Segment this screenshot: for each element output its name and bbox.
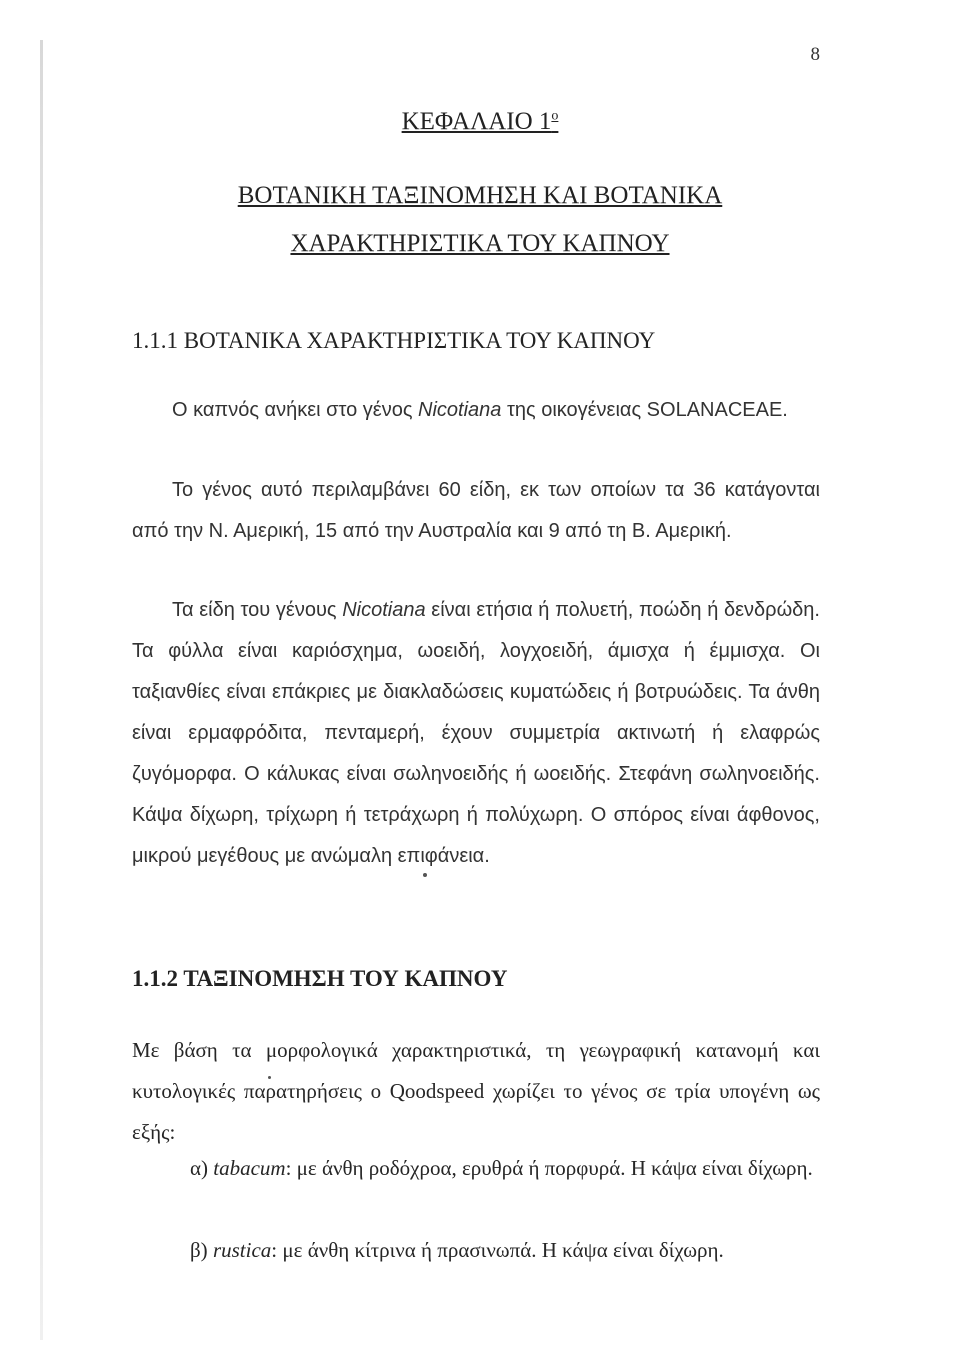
paragraph-classification-text: Με βάση τα μορφολογικά χαρακτηριστικά, τη γεωγραφική κατανομή και κυτολογικές παρατηρήσεις ο Qoodspeed χωρίζει το γένος σε τρία υπογένη ως εξής: [132, 1038, 820, 1144]
paragraph-description-before: Τα είδη του γένους [172, 599, 343, 621]
paragraph-family [132, 390, 820, 431]
paragraph-species-count [132, 470, 820, 552]
chapter-title [0, 108, 960, 136]
chapter-title-text: ΚΕΦΑΛΑΙΟ 1 [401, 108, 552, 135]
chapter-title-superscript: ο [551, 108, 559, 124]
subgenus-name: tabacum [213, 1156, 286, 1180]
list-item-tabacum [190, 1148, 820, 1189]
list-item-rustica [190, 1230, 820, 1271]
main-title-line-2: ΧΑΡΑΚΤΗΡΙΣΤΙΚΑ ΤΟΥ ΚΑΠΝΟΥ [290, 230, 670, 257]
paragraph-classification [132, 1030, 820, 1153]
scan-speck [423, 873, 427, 877]
paragraph-description [132, 590, 820, 877]
list-item-text: : με άνθη κίτρινα ή πρασινωπά. Η κάψα είναι δίχωρη. [271, 1238, 724, 1262]
scan-speck [268, 1076, 271, 1079]
page-number: 8 [810, 44, 820, 65]
paragraph-species-count-text: Το γένος αυτό περιλαμβάνει 60 είδη, εκ των οποίων τα 36 κατάγονται από την Ν. Αμερική, 15 από την Αυστραλία και 9 από τη Β. Αμερική. [132, 479, 820, 542]
genus-name: Nicotiana [418, 399, 502, 421]
section-heading-1-1-1: 1.1.1 ΒΟΤΑΝΙΚΑ ΧΑΡΑΚΤΗΡΙΣΤΙΚΑ ΤΟΥ ΚΑΠΝΟΥ [132, 328, 656, 353]
subgenus-name: rustica [212, 1238, 272, 1262]
genus-name: Nicotiana [342, 599, 426, 621]
list-marker: α) [190, 1156, 214, 1180]
list-item-text: : με άνθη ροδόχροα, ερυθρά ή πορφυρά. Η κάψα είναι δίχωρη. [285, 1156, 813, 1180]
paragraph-family-before: Ο καπνός ανήκει στο γένος [172, 399, 419, 421]
paragraph-description-after: είναι ετήσια ή πολυετή, ποώδη ή δενδρώδη. Τα φύλλα είναι καριόσχημα, ωοειδή, λογχοειδή, άμισχα ή έμμισχα. Οι ταξιανθίες είναι επάκριες με διακλαδώσεις κυματώδεις ή βοτρυώδεις. Τα άνθη είναι ερμαφρόδιτα, πενταμερή, έχουν συμμετρία ακτινωτή ή ελαφρώς ζυγόμορφα. Ο κάλυκας είναι σωληνοειδής ή ωοειδής. Στεφάνη σωληνοειδής. Κάψα δίχωρη, τρίχωρη ή τετράχωρη ή πολύχωρη. Ο σπόρος είναι άφθονος, μικρού μεγέθους με ανώμαλη επιφάνεια. [132, 599, 820, 867]
main-title-line-1: ΒΟΤΑΝΙΚΗ ΤΑΞΙΝΟΜΗΣΗ ΚΑΙ ΒΟΤΑΝΙΚΑ [237, 182, 723, 209]
paragraph-family-after: της οικογένειας SOLANACEAE. [501, 399, 788, 421]
section-heading-1-1-2: 1.1.2 ΤΑΞΙΝΟΜΗΣΗ ΤΟΥ ΚΑΠΝΟΥ [132, 966, 508, 991]
list-marker: β) [190, 1238, 213, 1262]
